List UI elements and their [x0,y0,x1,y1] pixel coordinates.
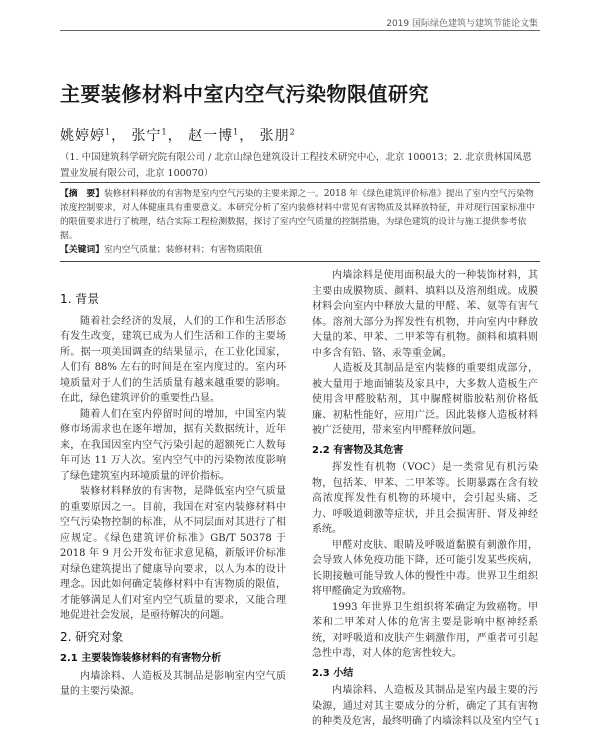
author-affil-mark: 1 [105,127,112,137]
author-name: 姚婷婷 [60,128,105,144]
paragraph: 挥发性有机物（VOC）是一类常见有机污染物，包括苯、甲苯、二甲苯等。长期暴露在含有较高浓度挥发性有机物的环境中，会引起头痛、乏力、呼吸道刺激等症状，并且会损害肝、肾及神经系统。 [312,462,538,535]
subsection-heading: 2.3 小结 [312,667,354,679]
author-name: 张朋 [259,128,290,144]
paragraph: 内墙涂料是使用面积最大的一种装饰材料，其主要由成膜物质、颜料、填料以及溶剂组成。成膜材料会向室内中释放大量的甲醛、苯、氨等有害气体。溶剂大部分为挥发性有机物，并向室内中释放大量的苯、甲苯、二甲苯等有机物。颜料和填料则中多含有铅、铬、汞等重金属。 [312,270,538,359]
abstract-text: 装修材料释放的有害物是室内空气污染的主要来源之一。2018 年《绿色建筑评价标准》提出了室内空气污染物浓度控制要求，对人体健康具有重要意义。本研究分析了室内装修材料中常见有害物质及其释放特征，并对现行国家标准中的限值要求进行了梳理，结合实际工程检测数据，探讨了室内空气质量的控制措施，为绿色建筑的设计与施工提供参考依据。 [60,189,536,241]
keywords-label: 【关键词】 [60,245,104,255]
paragraph: 内墙涂料、人造板及其制品是室内最主要的污染源，通过对其主要成分的分析，确定了其有害物的种类及危害，最终明确了内墙涂料以及室内空气 [312,685,538,727]
left-column [60,286,286,700]
affiliations: （1. 中国建筑科学研究院有限公司 / 北京山绿色建筑设计工程技术研究中心，北京 100013；2. 北京贵林国凤恩置业发展有限公司，北京 100070） [60,152,532,179]
author-affil-mark: 1 [233,127,240,137]
paragraph: 随着社会经济的发展，人们的工作和生活形态有发生改变，建筑已成为人们生活和工作的主要场所。据一项美国调查的结果显示，在工业化国家，人们有 88% 左右的时间是在室内度过的。室内环境质量对于人们的生活质量有越来越重要的影响。在此，绿色建筑评价的重要性凸显。 [60,315,286,404]
subsection-heading: 2.1 主要装饰装修材料的有害物分析 [60,653,222,664]
paragraph: 人造板及其制品是室内装修的重要组成部分，被大量用于地面铺装及家具中，大多数人造板生产使用含甲醛胶粘剂，其中脲醛树脂胶粘剂价格低廉、初粘性能好，应用广泛。因此装修人造板材料被广泛使用，带来室内甲醛释放问题。 [312,363,538,436]
abstract-block [60,182,540,262]
keywords-text: 室内空气质量；装修材料；有害物质限值 [104,245,263,255]
author-name: 赵一博 [188,128,234,144]
header-rule [60,30,540,31]
section-heading: 1. 背景 [60,292,100,306]
abstract [60,187,540,243]
paragraph: 装修材料释放的有害物，是降低室内空气质量的重要原因之一。目前，我国在对室内装修材料中空气污染物控制的标准，从不同层面对其进行了相应规定。《绿色建筑评价标准》GB/T 50378 于 2018 年 9 月公开发布征求意见稿，新版评价标准对绿色建筑提出了健康导向要求，以人为本的设计理念。因此如何确定装修材料中有害物质的限值，才能够满足人们对室内空气质量的要求，又能合理地促进社会发展，是亟待解决的问题。 [60,486,286,621]
author-affil-mark: 2 [289,127,296,137]
subsection-heading: 2.2 有害物及其危害 [312,444,404,456]
page-number: 1 [534,718,540,728]
running-header: 2019 国际绿色建筑与建筑节能论文集 [386,19,538,29]
paper-title: 主要装修材料中室内空气污染物限值研究 [60,82,429,106]
right-column [312,268,538,730]
keywords [60,243,540,257]
author-affil-mark: 1 [161,127,168,137]
abstract-label: 【摘 要】 [60,189,104,199]
author-list: 姚婷婷$^1$， 张宁$^1$， 赵一博$^1$， 张朋$^2$ [60,127,296,144]
paragraph: 1993 年世界卫生组织将苯确定为致癌物。甲苯和二甲苯对人体的危害主要是影响中枢神经系统，对呼吸道和皮肤产生刺激作用，严重者可引起急性中毒，对人体的危害性较大。 [312,601,538,659]
paragraph: 甲醛对皮肤、眼睛及呼吸道黏膜有刺激作用，会导致人体免疫功能下降，还可能引发某些疾病，长期接触可能导致人体的慢性中毒。世界卫生组织将甲醛确定为致癌物。 [312,539,538,597]
paragraph: 内墙涂料、人造板及其制品是影响室内空气质量的主要污染源。 [60,670,286,697]
section-heading: 2. 研究对象 [60,629,124,644]
author-name: 张宁 [131,128,162,144]
paragraph: 随着人们在室内停留时间的增加，中国室内装修市场需求也在逐年增加，据有关数据统计，近年来，在我国因室内空气污染引起的超额死亡人数每年可达 11 万人次。室内空气中的污染物浓度影响了绿色建筑室内环境质量的评价指标。 [60,408,286,482]
